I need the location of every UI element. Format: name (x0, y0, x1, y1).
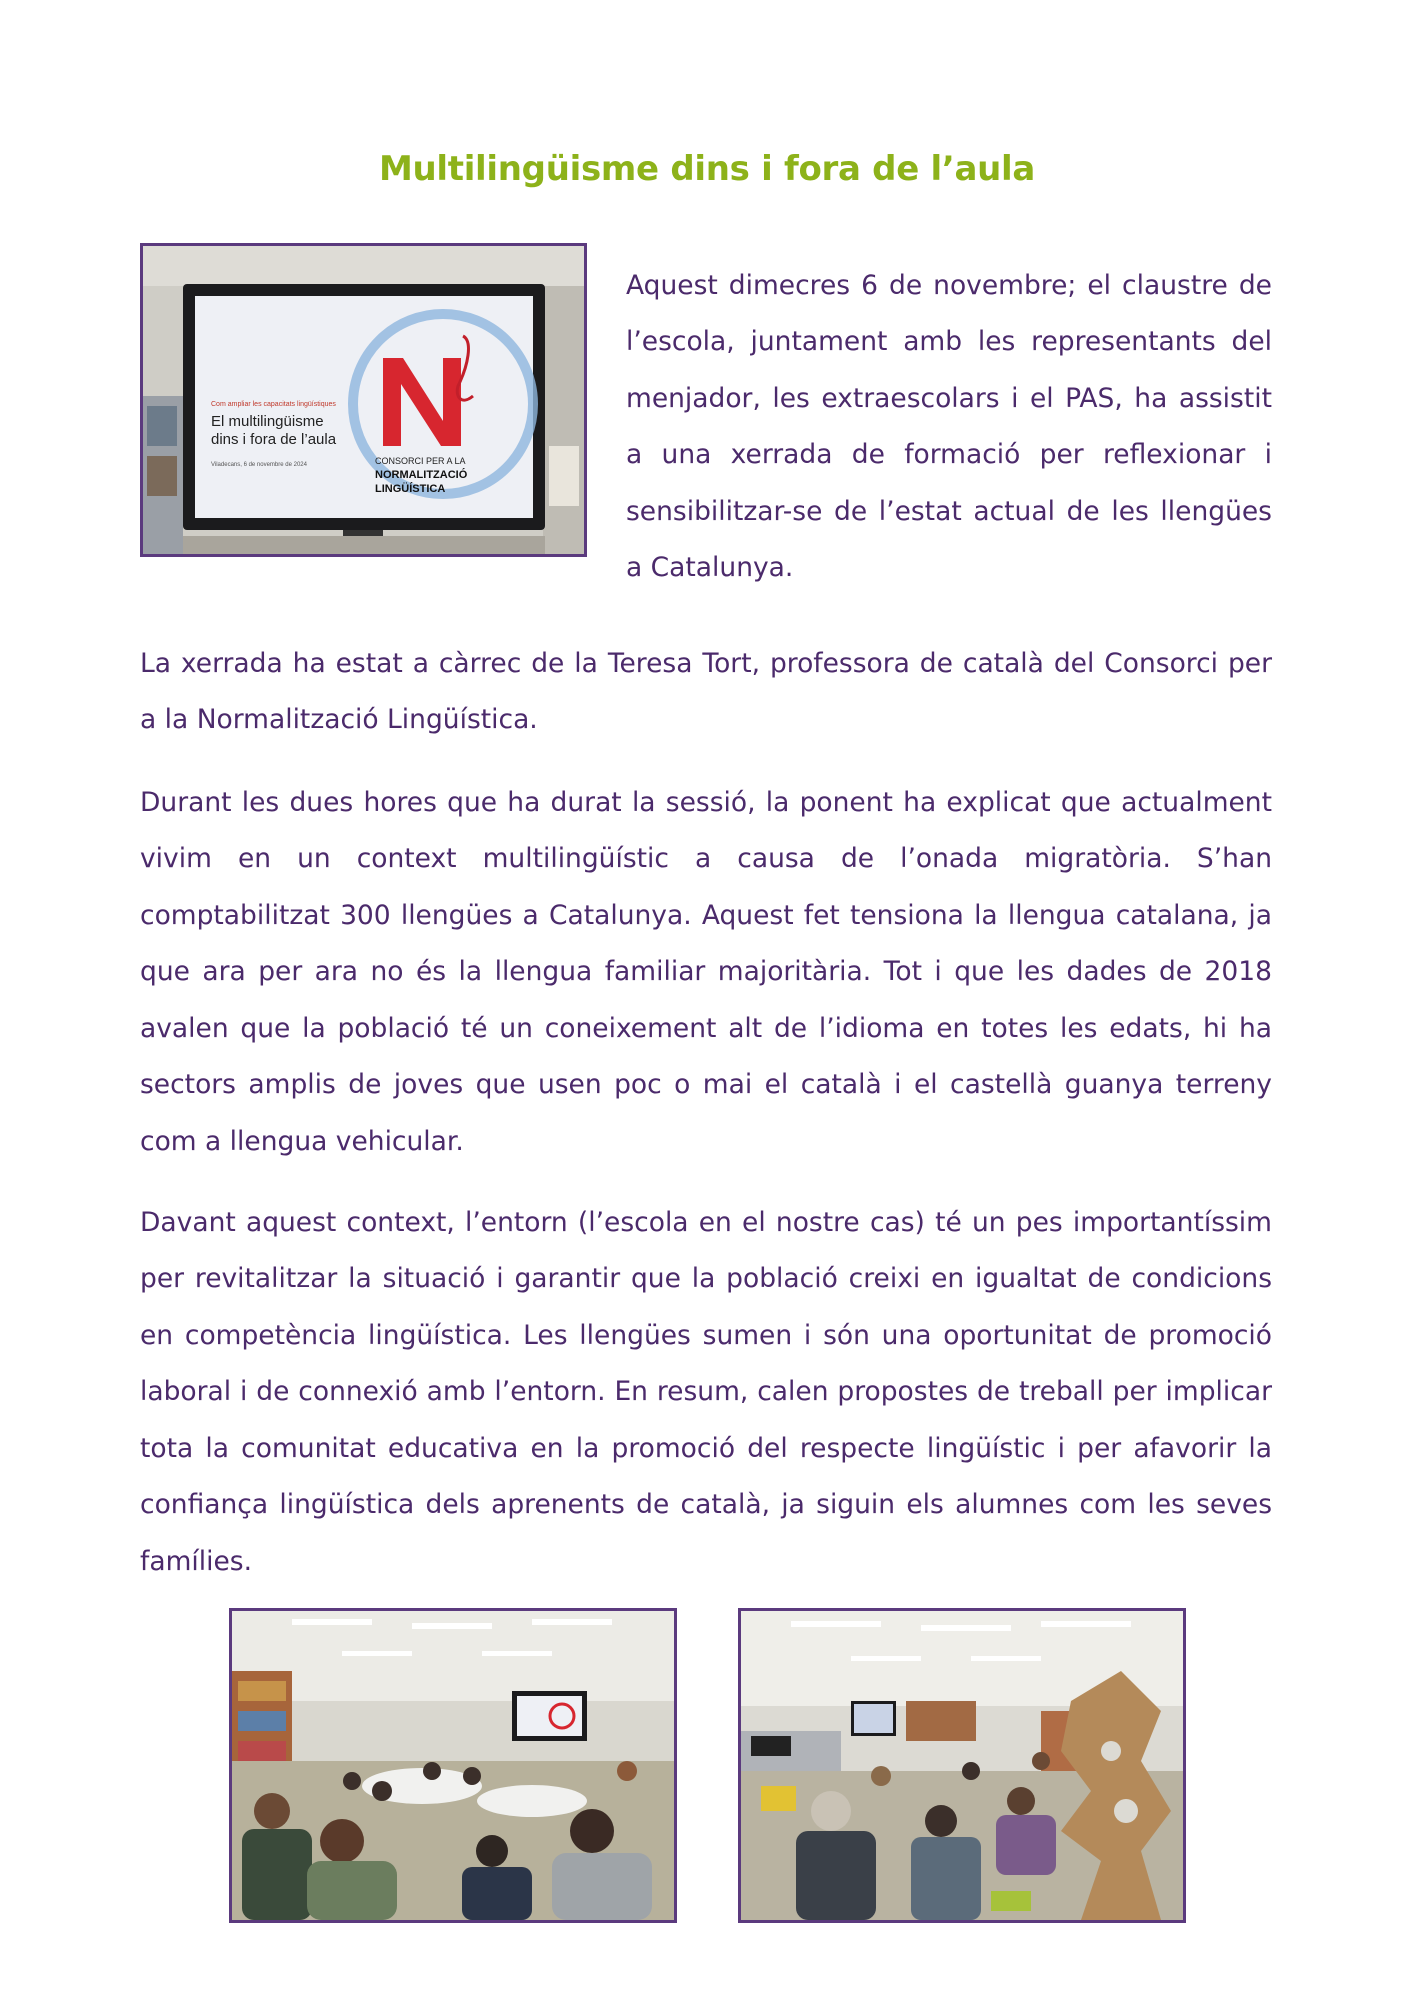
page-title: Multilingüisme dins i fora de l’aula (378, 148, 1036, 189)
classroom-audience-photo-1 (229, 1608, 677, 1923)
slide-date: Viladecans, 6 de novembre de 2024 (211, 462, 307, 468)
speaker-paragraph: La xerrada ha estat a càrrec de la Teresa Tort, professora de català del Consorci per a la Normalització Lingüística. (140, 647, 1272, 735)
classroom-audience-photo-2 (738, 1608, 1186, 1923)
session-paragraph: Durant les dues hores que ha durat la sessió, la ponent ha explicat que actualment vivim en un context multilingüístic a causa de l’onada migratòria. S’han comptabilitzat 300 llengües a Catalunya. Aquest fet tensiona la llengua catalana, ja que ara per ara no és la llengua familiar majoritària. Tot i que les dades de 2018 avalen que la població té un coneixement alt de l’idioma en totes les edats, hi ha sectors amplis de joves que usen poc o mai el català i el castellà guanya terreny com a llengua vehicular. (140, 786, 1272, 1157)
slide-title-line-2: dins i fora de l’aula (211, 431, 337, 448)
logo-line-2: NORMALITZACIÓ (375, 469, 468, 481)
logo-line-3: LINGÜÍSTICA (375, 483, 446, 495)
intro-paragraph: Aquest dimecres 6 de novembre; el claustre de l’escola, juntament amb les representants del menjador, les extraescolars i el PAS, ha assistit a una xerrada de formació per reflexionar i sensibilitzar-se de l’estat actual de les llengües a Catalunya. (626, 269, 1272, 583)
presentation-screen-photo (140, 243, 587, 557)
slide-kicker: Com ampliar les capacitats lingüístiques (211, 401, 336, 408)
logo-line-1: CONSORCI PER A LA (375, 456, 466, 466)
slide-title-line-1: El multilingüisme (211, 413, 324, 430)
context-paragraph: Davant aquest context, l’entorn (l’escola en el nostre cas) té un pes importantíssim per revitalitzar la situació i garantir que la població creixi en igualtat de condicions en competència lingüística. Les llengües sumen i són una oportunitat de promoció laboral i de connexió amb l’entorn. En resum, calen propostes de treball per implicar tota la comunitat educativa en la promoció del respecte lingüístic i per afavorir la confiança lingüística dels aprenents de català, ja siguin els alumnes com les seves famílies. (140, 1206, 1272, 1577)
